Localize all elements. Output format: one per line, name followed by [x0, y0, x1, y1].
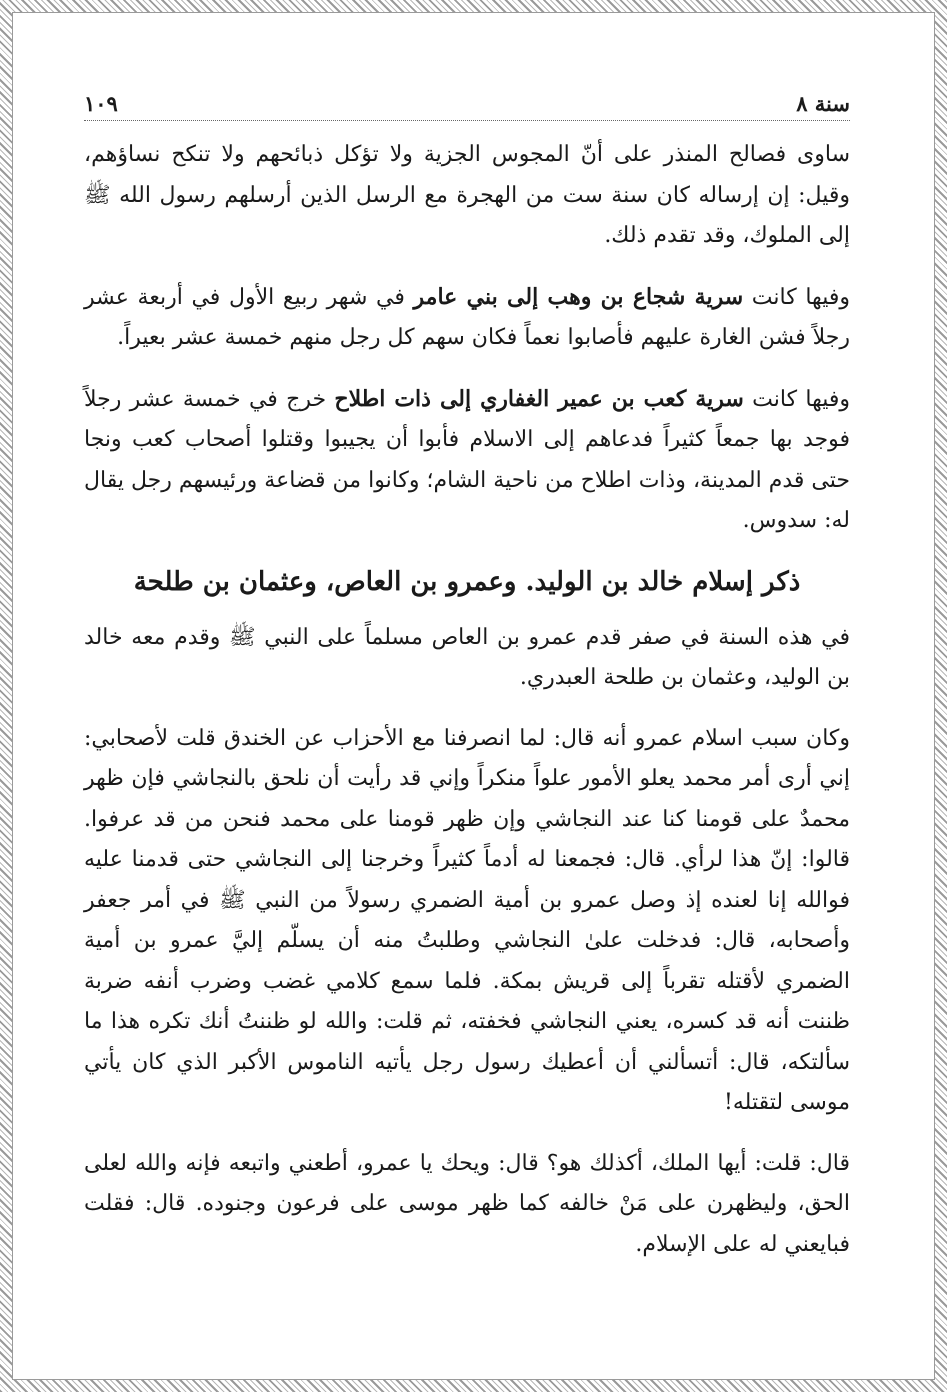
paragraph-1: ساوى فصالح المنذر على أنّ المجوس الجزية ولا تؤكل ذبائحهم ولا تنكح نساؤهم، وقيل: إن إرساله كان سنة ست من الهجرة مع الرسل الذين أرسلهم رسول الله ﷺ إلى الملوك، وقد تقدم ذلك.: [84, 142, 850, 248]
paragraph-3-intro: وفيها كانت: [743, 386, 850, 412]
paragraph-2-rest: في شهر ربيع الأول في أربعة عشر رجلاً فشن الغارة عليهم فأصابوا نعماً فكان سهم كل رجل منهم خمسة عشر بعيراً.: [84, 284, 850, 350]
paragraph-3: [84, 379, 850, 542]
paragraph-3-rest: خرج في خمسة عشر رجلاً فوجد بها جمعاً كثيراً فدعاهم إلى الاسلام فأبوا أن يجيبوا وقتلوا أصحاب كعب ونجا حتى قدم المدينة، وذات اطلاح من ناحية الشام؛ وكانوا من قضاعة ورئيسهم رجل يقال له: سدوس.: [84, 386, 850, 533]
header-title: سنة ٨: [796, 91, 850, 116]
book-page: [84, 80, 850, 1285]
page-number: ١٠٩: [84, 91, 118, 116]
section-heading: ذكر إسلام خالد بن الوليد. وعمرو بن العاص، وعثمان بن طلحة: [133, 566, 801, 597]
paragraph-6: قال: قلت: أيها الملك، أكذلك هو؟ قال: ويحك يا عمرو، أطعني واتبعه فإنه والله لعلى الحق، وليظهرن على مَنْ خالفه كما ظهر موسى على فرعون وجنوده. قال: فقلت فبايعني له على الإسلام.: [84, 1150, 850, 1257]
running-header: [84, 80, 850, 121]
paragraph-2: [84, 277, 850, 359]
paragraph-4: في هذه السنة في صفر قدم عمرو بن العاص مسلماً على النبي ﷺ وقدم معه خالد بن الوليد، وعثمان بن طلحة العبدري.: [84, 624, 850, 690]
paragraph-3-bold: سرية كعب بن عمير الغفاري إلى ذات اطلاح: [334, 385, 744, 412]
paragraph-2-bold: سرية شجاع بن وهب إلى بني عامر: [413, 283, 744, 310]
paragraph-5: وكان سبب اسلام عمرو أنه قال: لما انصرفنا مع الأحزاب عن الخندق قلت لأصحابي: إني أرى أمر محمد يعلو الأمور علواً منكراً وإني قد رأيت أن نلحق بالنجاشي فإن ظهر محمدٌ على قومنا كنا عند النجاشي وإن ظهر قومنا على محمد فنحن من قد عرفوا. قالوا: إنّ هذا لرأي. قال: فجمعنا له أدماً كثيراً وخرجنا إلى النجاشي حتى قدمنا عليه فوالله إنا لعنده إذ وصل عمرو بن أمية الضمري رسولاً من النبي ﷺ في أمر جعفر وأصحابه، قال: فدخلت علىٰ النجاشي وطلبتُ منه أن يسلّم إليَّ عمرو بن أمية الضمري لأقتله تقرباً إلى قريش بمكة. فلما سمع كلامي غضب وضرب أنفه ضربة ظننت أنه قد كسره، يعني النجاشي فخفته، ثم قلت: والله لو ظننتُ أنك تكره هذا ما سألتكه، قال: أتسألني أن أعطيك رسول رجل يأتيه الناموس الأكبر الذي كان يأتي موسى لتقتله!: [84, 725, 850, 1115]
paragraph-2-intro: وفيها كانت: [743, 284, 850, 310]
